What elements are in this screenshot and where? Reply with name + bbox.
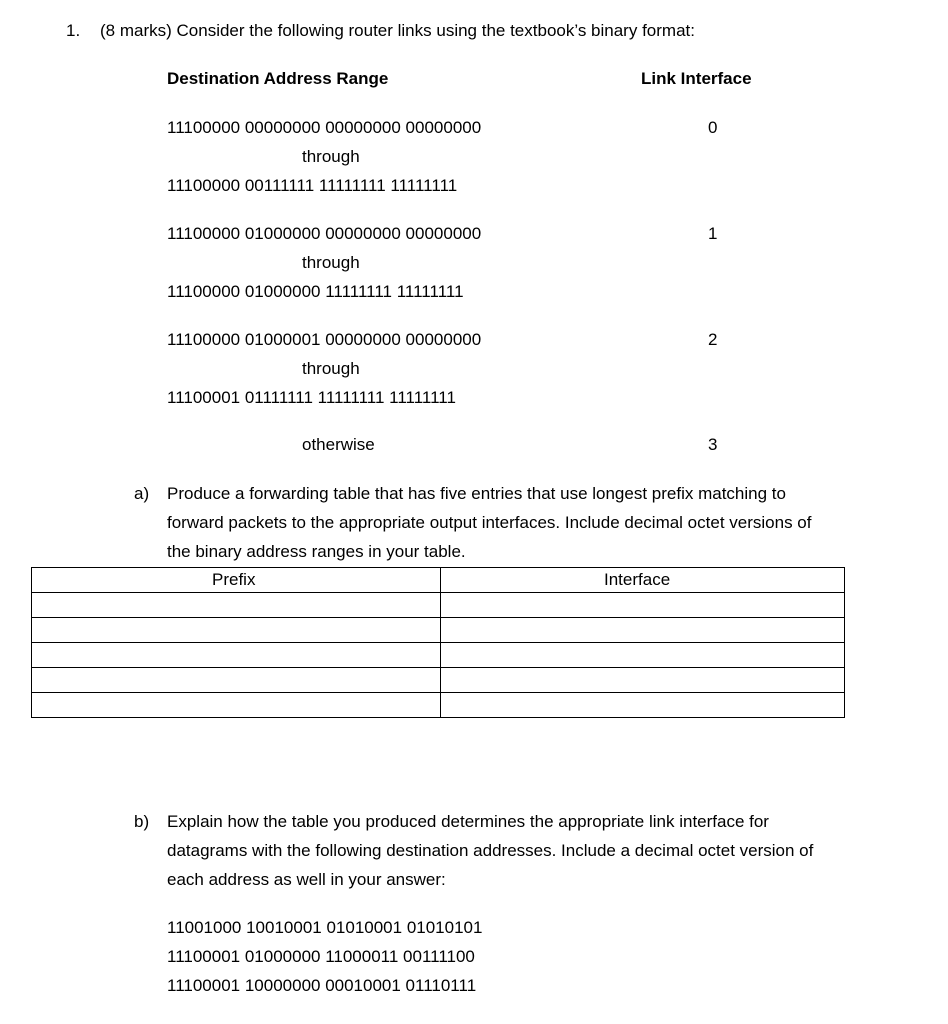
part-a-line-2: forward packets to the appropriate output interfaces. Include decimal octet versions of bbox=[167, 513, 812, 532]
range-0-link: 0 bbox=[708, 118, 718, 137]
table-row bbox=[32, 618, 845, 643]
header-link-interface: Link Interface bbox=[641, 69, 752, 88]
prefix-cell[interactable] bbox=[32, 618, 441, 643]
forwarding-table bbox=[31, 567, 845, 718]
table-row bbox=[32, 693, 845, 718]
range-2-link: 2 bbox=[708, 330, 718, 349]
part-b-line-1: Explain how the table you produced determines the appropriate link interface for bbox=[167, 812, 769, 831]
range-otherwise: otherwise bbox=[302, 435, 375, 454]
part-a-label: a) bbox=[134, 484, 150, 503]
range-0-through: through bbox=[302, 147, 360, 166]
prefix-cell[interactable] bbox=[32, 668, 441, 693]
interface-cell[interactable] bbox=[441, 618, 845, 643]
interface-cell[interactable] bbox=[441, 693, 845, 718]
interface-cell[interactable] bbox=[441, 643, 845, 668]
part-a-line-3: the binary address ranges in your table. bbox=[167, 542, 466, 561]
range-2-through: through bbox=[302, 359, 360, 378]
table-row bbox=[32, 643, 845, 668]
interface-cell[interactable] bbox=[441, 668, 845, 693]
range-0-to: 11100000 00111111 11111111 11111111 bbox=[167, 176, 458, 195]
part-a-line-1: Produce a forwarding table that has five entries that use longest prefix matching to bbox=[167, 484, 786, 503]
table-row bbox=[32, 668, 845, 693]
range-0-from: 11100000 00000000 00000000 00000000 bbox=[167, 118, 482, 137]
header-interface: Interface bbox=[441, 568, 845, 593]
forwarding-table-header bbox=[32, 568, 845, 593]
question-marks: (8 marks) bbox=[100, 21, 172, 40]
address-2: 11100001 01000000 11000011 00111100 bbox=[167, 947, 475, 966]
question-text: Consider the following router links using the textbook’s binary format: bbox=[176, 21, 695, 40]
range-1-to: 11100000 01000000 11111111 11111111 bbox=[167, 282, 464, 301]
range-otherwise-link: 3 bbox=[708, 435, 718, 454]
question-number: 1. bbox=[66, 21, 81, 40]
header-destination-range: Destination Address Range bbox=[167, 69, 389, 88]
prefix-cell[interactable] bbox=[32, 693, 441, 718]
table-row bbox=[32, 593, 845, 618]
part-b-label: b) bbox=[134, 812, 150, 831]
range-1-link: 1 bbox=[708, 224, 718, 243]
header-prefix: Prefix bbox=[32, 568, 441, 593]
address-1: 11001000 10010001 01010001 01010101 bbox=[167, 918, 483, 937]
prefix-cell[interactable] bbox=[32, 643, 441, 668]
prefix-cell[interactable] bbox=[32, 593, 441, 618]
part-b-line-2: datagrams with the following destination addresses. Include a decimal octet version of bbox=[167, 841, 814, 860]
range-2-to: 11100001 01111111 11111111 11111111 bbox=[167, 388, 456, 407]
interface-cell[interactable] bbox=[441, 593, 845, 618]
part-b-line-3: each address as well in your answer: bbox=[167, 870, 446, 889]
question-prompt bbox=[100, 21, 695, 41]
range-1-from: 11100000 01000000 00000000 00000000 bbox=[167, 224, 482, 243]
address-3: 11100001 10000000 00010001 01110111 bbox=[167, 976, 477, 995]
range-2-from: 11100000 01000001 00000000 00000000 bbox=[167, 330, 482, 349]
range-1-through: through bbox=[302, 253, 360, 272]
